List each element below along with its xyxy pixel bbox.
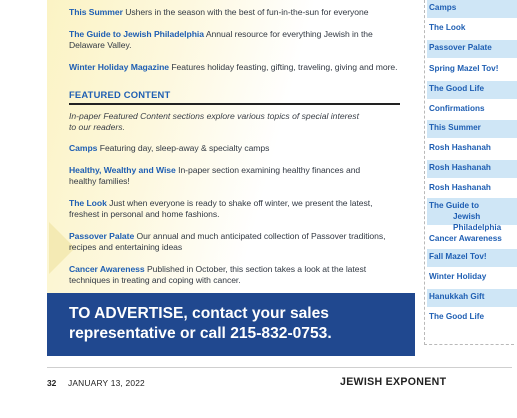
sidebar-tab <box>427 289 517 307</box>
item-body: In-paper section examining healthy finances and healthy families! <box>69 165 361 186</box>
sidebar-tab-label: Confirmations <box>429 104 485 113</box>
item-body: Our annual and much anticipated collection of Passover traditions, recipes and entertaining ideas <box>69 231 386 252</box>
item-body: Ushers in the season with the best of fun-in-the-sun for everyone <box>122 7 369 17</box>
advertising-panel <box>47 0 415 356</box>
sidebar-tab-label: Fall Mazel Tov! <box>429 252 487 261</box>
sidebar-tab <box>427 81 517 99</box>
item-title: Healthy, Wealthy and Wise <box>69 165 176 175</box>
sidebar-tab-label: The Good Life <box>429 84 485 93</box>
sidebar-tab-label: The Good Life <box>429 312 485 321</box>
list-item <box>69 231 404 253</box>
sidebar-tab-label: Spring Mazel Tov! <box>429 64 499 73</box>
item-body: Featuring day, sleep-away & specialty camps <box>97 143 270 153</box>
sidebar-tab <box>427 120 517 138</box>
item-body: Published in October, this section takes a look at the latest techniques in treating and coping with cancer. <box>69 264 367 285</box>
item-title: The Guide to Jewish Philadelphia <box>69 29 204 39</box>
sidebar-tab-label: This Summer <box>429 123 481 132</box>
footer-rule <box>47 367 512 368</box>
sidebar-tab <box>427 309 517 327</box>
sidebar-tab <box>427 0 517 18</box>
sidebar-tab <box>427 61 517 79</box>
sidebar-tab <box>427 20 517 38</box>
issue-calendar-sidebar <box>424 0 514 345</box>
advertise-banner: TO ADVERTISE, contact your sales representative or call 215-832-0753. <box>47 293 415 356</box>
featured-intro: In-paper Featured Content sections explore various topics of special interest to our readers. <box>69 111 359 132</box>
item-body: Just when everyone is ready to shake off winter, we present the latest, freshest in personal and home fashions. <box>69 198 373 219</box>
sidebar-tab-label: Hanukkah Gift <box>429 292 485 301</box>
sidebar-tab-label: The Look <box>429 23 466 32</box>
sidebar-tab-label: Passover Palate <box>429 43 492 52</box>
item-body: Features holiday feasting, gifting, traveling, giving and more. <box>169 62 398 72</box>
sidebar-tab-label: Winter Holiday <box>429 272 487 281</box>
issue-date: JANUARY 13, 2022 <box>68 378 145 388</box>
sidebar-tab <box>427 198 517 232</box>
list-item <box>69 165 404 187</box>
list-item <box>69 264 404 286</box>
sidebar-tab-label: Rosh Hashanah <box>429 183 491 192</box>
item-title: Cancer Awareness <box>69 264 145 274</box>
item-title: Camps <box>69 143 98 153</box>
sidebar-tab <box>427 249 517 267</box>
sidebar-tab <box>427 269 517 287</box>
featured-content-heading: FEATURED CONTENT <box>69 89 171 100</box>
sidebar-tab <box>427 40 517 58</box>
page-number: 32 <box>47 378 57 388</box>
item-title: Winter Holiday Magazine <box>69 62 170 72</box>
list-item <box>69 143 404 154</box>
sidebar-tab-label: Rosh Hashanah <box>429 143 491 152</box>
list-item <box>69 7 404 18</box>
panel-content <box>69 0 404 297</box>
sidebar-tab-label: Cancer Awareness <box>429 234 502 243</box>
list-item <box>69 62 404 73</box>
sidebar-tab-label: Camps <box>429 3 457 12</box>
item-title: Passover Palate <box>69 231 135 241</box>
publication-name: JEWISH EXPONENT <box>340 376 447 388</box>
list-item <box>69 198 404 220</box>
item-title: The Look <box>69 198 107 208</box>
sidebar-tab-label: The Guide to Jewish Philadelphia <box>429 201 502 232</box>
sidebar-tab <box>427 140 517 158</box>
item-title: This Summer <box>69 7 123 17</box>
sidebar-tab <box>427 231 517 249</box>
heading-rule <box>69 103 400 105</box>
sidebar-tab-label: Rosh Hashanah <box>429 163 491 172</box>
sidebar-tab <box>427 180 517 198</box>
item-body: Annual resource for everything Jewish in the Delaware Valley. <box>69 29 373 50</box>
list-item <box>69 29 404 51</box>
sidebar-tab <box>427 160 517 178</box>
sidebar-tab <box>427 101 517 119</box>
